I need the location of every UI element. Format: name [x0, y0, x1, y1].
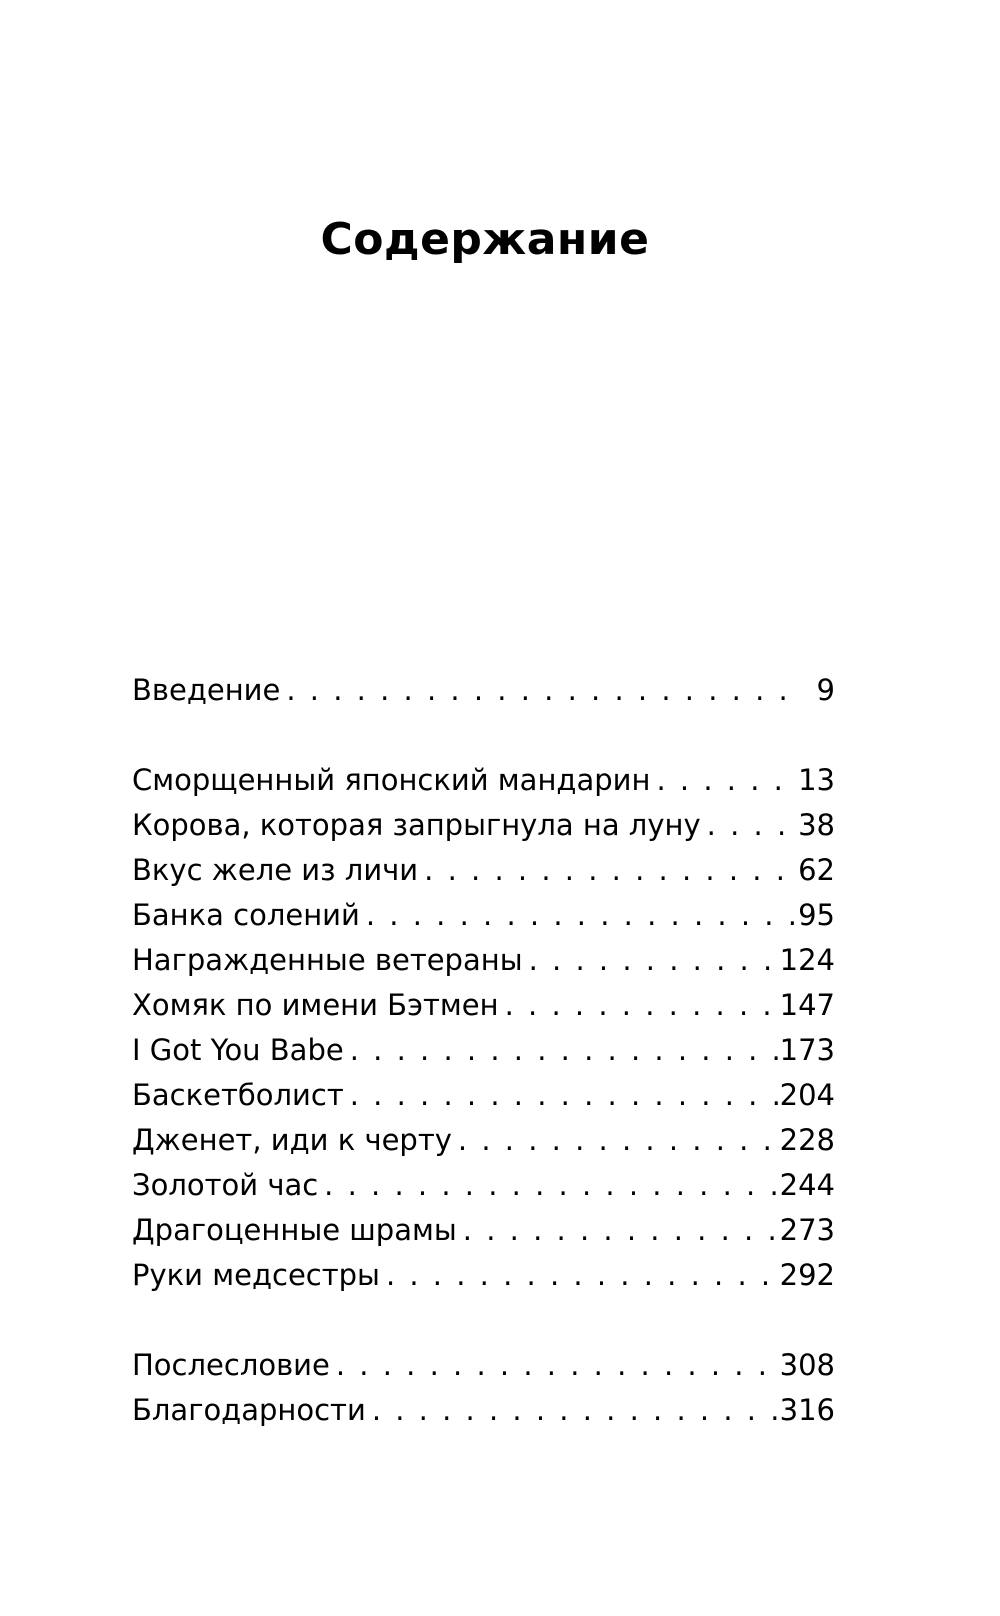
toc-dot-leader: [344, 1028, 780, 1073]
toc-entry-title: Банка солений: [132, 898, 360, 932]
toc-dot-leader: [330, 1343, 780, 1388]
toc-entry-page: 273: [779, 1213, 835, 1247]
toc-dot-leader: [380, 1253, 780, 1298]
toc-group-back-matter: [132, 1343, 835, 1433]
toc-entry-title: Золотой час: [132, 1168, 319, 1202]
toc-entry-title: Введение: [132, 673, 281, 707]
toc-entry[interactable]: [132, 1118, 835, 1163]
toc-entry-page: 308: [779, 1348, 835, 1382]
toc-entry-title: I Got You Babe: [132, 1033, 344, 1067]
page-title: Содержание: [320, 214, 650, 265]
toc-entry-page: 13: [798, 763, 835, 797]
toc-entry-title: Сморщенный японский мандарин: [132, 763, 651, 797]
toc-entry-title: Награжденные ветераны: [132, 943, 523, 977]
toc-entry-title: Руки медсестры: [132, 1258, 380, 1292]
toc-entry[interactable]: [132, 1253, 835, 1298]
toc-dot-leader: [452, 1118, 780, 1163]
toc-entry[interactable]: [132, 1208, 835, 1253]
toc-entry-page: 38: [798, 808, 835, 842]
toc-dot-leader: [499, 983, 780, 1028]
toc-entry-page: 124: [779, 943, 835, 977]
toc-entry-title: Вкус желе из личи: [132, 853, 419, 887]
toc-entry-page: 292: [779, 1258, 835, 1292]
toc-entry-title: Хомяк по имени Бэтмен: [132, 988, 499, 1022]
toc-entry-title: Драгоценные шрамы: [132, 1213, 457, 1247]
toc-entry-page: 9: [816, 673, 835, 707]
table-of-contents: [132, 668, 835, 1433]
toc-entry-page: 316: [779, 1393, 835, 1427]
toc-dot-leader: [418, 848, 798, 893]
toc-entry-page: 147: [779, 988, 835, 1022]
toc-entry-page: 62: [798, 853, 835, 887]
toc-entry[interactable]: [132, 668, 835, 713]
toc-entry[interactable]: [132, 1388, 835, 1433]
toc-dot-leader: [344, 1073, 780, 1118]
toc-entry-page: 244: [779, 1168, 835, 1202]
toc-entry-title: Дженет, иди к черту: [132, 1123, 452, 1157]
toc-dot-leader: [318, 1163, 779, 1208]
toc-entry[interactable]: [132, 848, 835, 893]
toc-dot-leader: [523, 938, 780, 983]
toc-entry[interactable]: [132, 758, 835, 803]
toc-entry-title: Послесловие: [132, 1348, 330, 1382]
toc-entry-page: 228: [779, 1123, 835, 1157]
toc-entry-page: 95: [798, 898, 835, 932]
toc-entry[interactable]: [132, 893, 835, 938]
toc-entry[interactable]: [132, 983, 835, 1028]
toc-group-chapters: [132, 758, 835, 1298]
toc-group-front-matter: [132, 668, 835, 713]
toc-dot-leader: [366, 1388, 780, 1433]
toc-entry[interactable]: [132, 1343, 835, 1388]
toc-entry-title: Корова, которая запрыгнула на луну: [132, 808, 701, 842]
toc-dot-leader: [360, 893, 798, 938]
toc-entry[interactable]: [132, 938, 835, 983]
toc-entry[interactable]: [132, 803, 835, 848]
toc-entry-page: 173: [779, 1033, 835, 1067]
toc-entry-title: Баскетболист: [132, 1078, 344, 1112]
toc-entry-page: 204: [779, 1078, 835, 1112]
toc-entry[interactable]: [132, 1028, 835, 1073]
toc-entry[interactable]: [132, 1163, 835, 1208]
toc-dot-leader: [280, 668, 801, 713]
toc-entry[interactable]: [132, 1073, 835, 1118]
toc-dot-leader: [457, 1208, 780, 1253]
toc-dot-leader: [701, 803, 798, 848]
toc-entry-title: Благодарности: [132, 1393, 366, 1427]
toc-dot-leader: [650, 758, 798, 803]
